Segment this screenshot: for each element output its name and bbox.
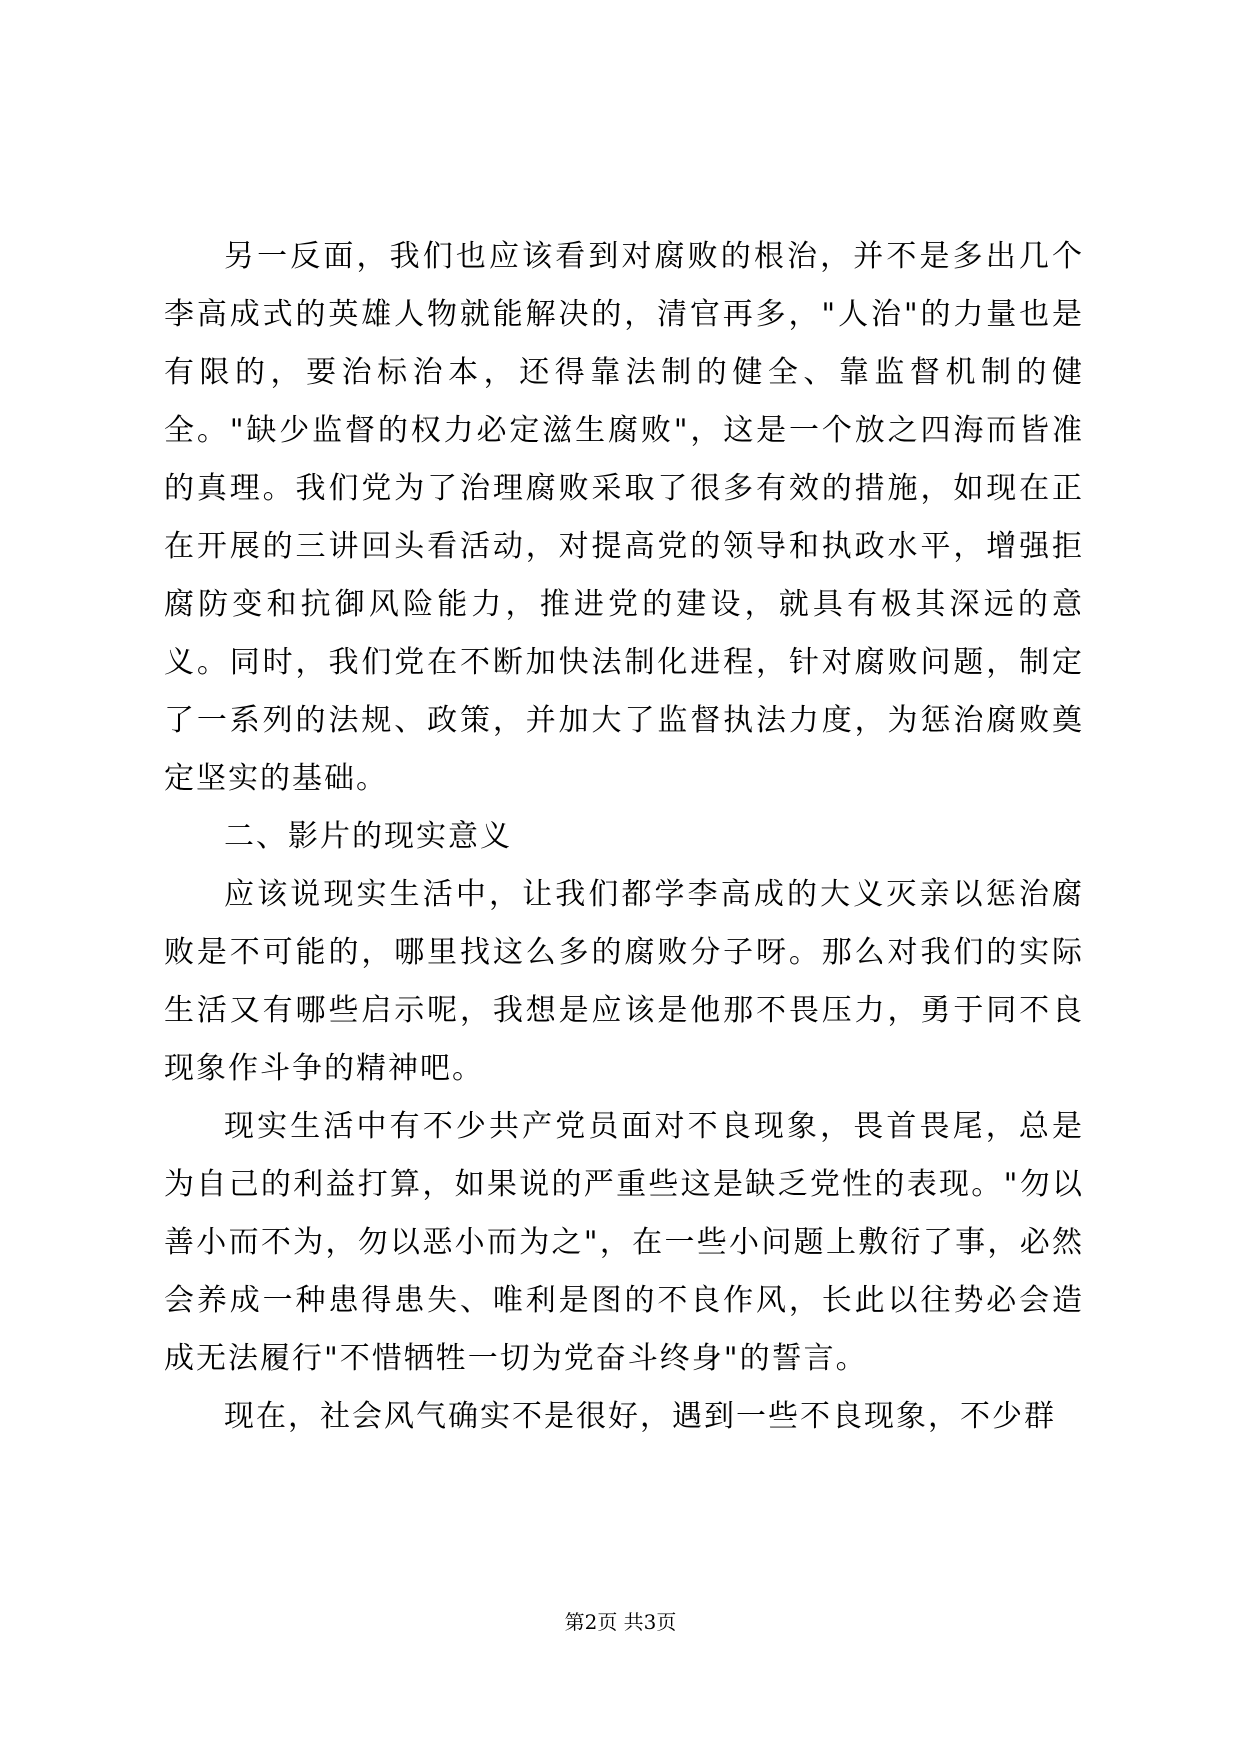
paragraph-real-life: 应该说现实生活中，让我们都学李高成的大义灭亲以惩治腐败是不可能的，哪里找这么多的腐败分子呀。那么对我们的实际生活又有哪些启示呢，我想是应该是他那不畏压力，勇于同不良现象作斗争的精神吧。: [164, 877, 1084, 1086]
paragraph-anti-corruption: 另一反面，我们也应该看到对腐败的根治，并不是多出几个李高成式的英雄人物就能解决的，清官再多，"人治"的力量也是有限的，要治标治本，还得靠法制的健全、靠监督机制的健全。"缺少监督的权力必定滋生腐败"，这是一个放之四海而皆准的真理。我们党为了治理腐败采取了很多有效的措施，如现在正在开展的三讲回头看活动，对提高党的领导和执政水平，增强拒腐防变和抗御风险能力，推进党的建设，就具有极其深远的意义。同时，我们党在不断加快法制化进程，针对腐败问题，制定了一系列的法规、政策，并加大了监督执法力度，为惩治腐败奠定坚实的基础。: [164, 239, 1084, 796]
page-footer: 第2页 共3页: [564, 1610, 677, 1634]
document-body: [164, 228, 1084, 1446]
paragraph-social-climate: 现在，社会风气确实不是很好，遇到一些不良现象，不少群: [224, 1399, 1056, 1434]
section-heading: 二、影片的现实意义: [224, 819, 512, 854]
paragraph-party-members: 现实生活中有不少共产党员面对不良现象，畏首畏尾，总是为自己的利益打算，如果说的严重些这是缺乏党性的表现。"勿以善小而不为，勿以恶小而为之"，在一些小问题上敷衍了事，必然会养成一种患得患失、唯利是图的不良作风，长此以往势必会造成无法履行"不惜牺牲一切为党奋斗终身"的誓言。: [164, 1109, 1084, 1376]
